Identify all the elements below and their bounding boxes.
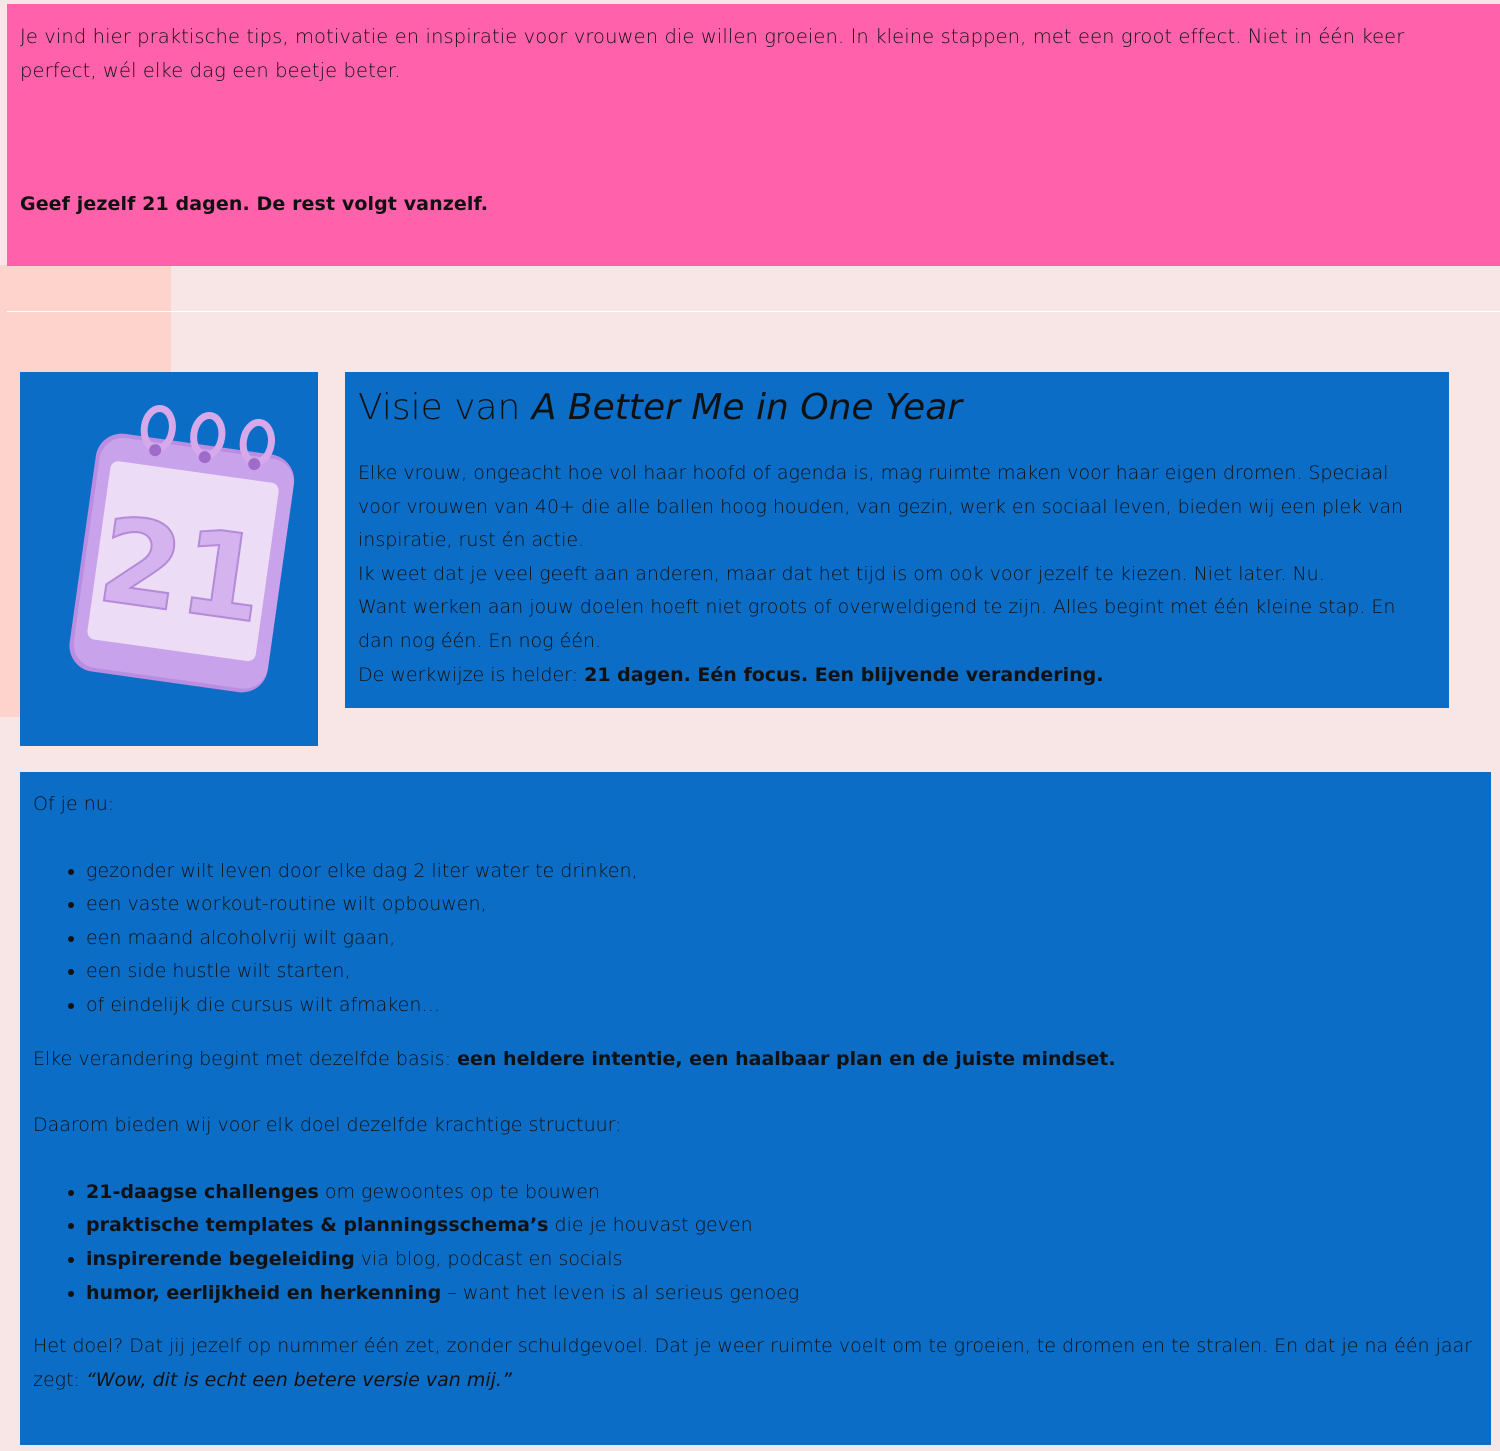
calendar-21-icon [20,372,318,746]
basis-text [33,1043,1478,1077]
divider [7,311,1500,312]
list-item [86,1209,1478,1243]
intro-bold-line: Geef jezelf 21 dagen. De rest volgt vanzelf. [20,193,489,215]
list-item [86,1176,1478,1210]
closing-prefix: Het doel? Dat jij jezelf op nummer één zet, zonder schuldgevoel. Dat je weer ruimte voelt om te groeien, te dromen en te stralen. En dat je na één jaar zegt: [33,1335,1473,1391]
structure-item-rest: via blog, podcast en socials [354,1247,623,1270]
vision-paragraph-1: Elke vrouw, ongeacht hoe vol haar hoofd of agenda is, mag ruimte maken voor haar eigen dromen. Speciaal voor vrouwen van 40+ die alle ballen hoog houden, van gezin, werk en sociaal leven, bieden wij een plek van inspiratie, rust én actie. [358,462,1404,552]
intro-banner [7,4,1500,266]
vision-paragraph-3: Want werken aan jouw doelen hoeft niet groots of overweldigend te zijn. Alles begint met één kleine stap. En dan nog één. En nog één. [358,596,1396,652]
vision-title-prefix: Visie van [358,387,532,428]
structure-item-bold: inspirerende begeleiding [86,1247,355,1270]
goals-intro: Of je nu: [33,793,115,815]
list-item [86,1243,1478,1277]
structure-item-rest: – want het leven is al serieus genoeg [441,1281,800,1304]
vision-method-prefix: De werkwijze is helder: [358,663,585,686]
basis-prefix: Elke verandering begint met dezelfde basis: [33,1047,458,1070]
basis-bold: een heldere intentie, een haalbaar plan en de juiste mindset. [457,1047,1116,1070]
closing-quote: “Wow, dit is echt een betere versie van mij.” [85,1368,512,1391]
structure-item-rest: die je houvast geven [548,1214,753,1237]
structure-item-rest: om gewoontes op te bouwen [318,1180,600,1203]
vision-paragraph-4 [358,659,1436,693]
vision-title [358,384,1436,432]
goals-list [33,855,1478,1023]
list-item: • een maand alcoholvrij wilt gaan, [86,922,1478,956]
goals-section [20,772,1491,1445]
structure-item-bold: praktische templates & planningsschema’s [86,1214,549,1237]
list-item [86,1277,1478,1311]
vision-method-bold: 21 dagen. Eén focus. Een blijvende verandering. [584,663,1104,686]
intro-text: Je vind hier praktische tips, motivatie en inspiratie voor vrouwen die willen groeien. In kleine stappen, met een groot effect. Niet in één keer perfect, wél elke dag een beetje beter. [20,25,1405,82]
list-item: • een side hustle wilt starten, [86,955,1478,989]
vision-section [345,372,1449,708]
structure-item-bold: humor, eerlijkheid en herkenning [86,1281,442,1304]
structure-list [33,1176,1478,1310]
vision-title-italic: A Better Me in One Year [531,387,963,428]
structure-item-bold: 21-daagse challenges [86,1180,319,1203]
structure-intro: Daarom bieden wij voor elk doel dezelfde krachtige structuur: [33,1114,622,1137]
closing-text [33,1330,1478,1397]
calendar-number: 21 [90,490,273,650]
list-item: • een vaste workout-routine wilt opbouwen, [86,888,1478,922]
vision-paragraph-2: Ik weet dat je veel geeft aan anderen, maar dat het tijd is om ook voor jezelf te kiezen. Niet later. Nu. [358,562,1325,585]
list-item: • gezonder wilt leven door elke dag 2 liter water te drinken, [86,855,1478,889]
calendar-image [20,372,318,746]
list-item: • of eindelijk die cursus wilt afmaken… [86,989,1478,1023]
